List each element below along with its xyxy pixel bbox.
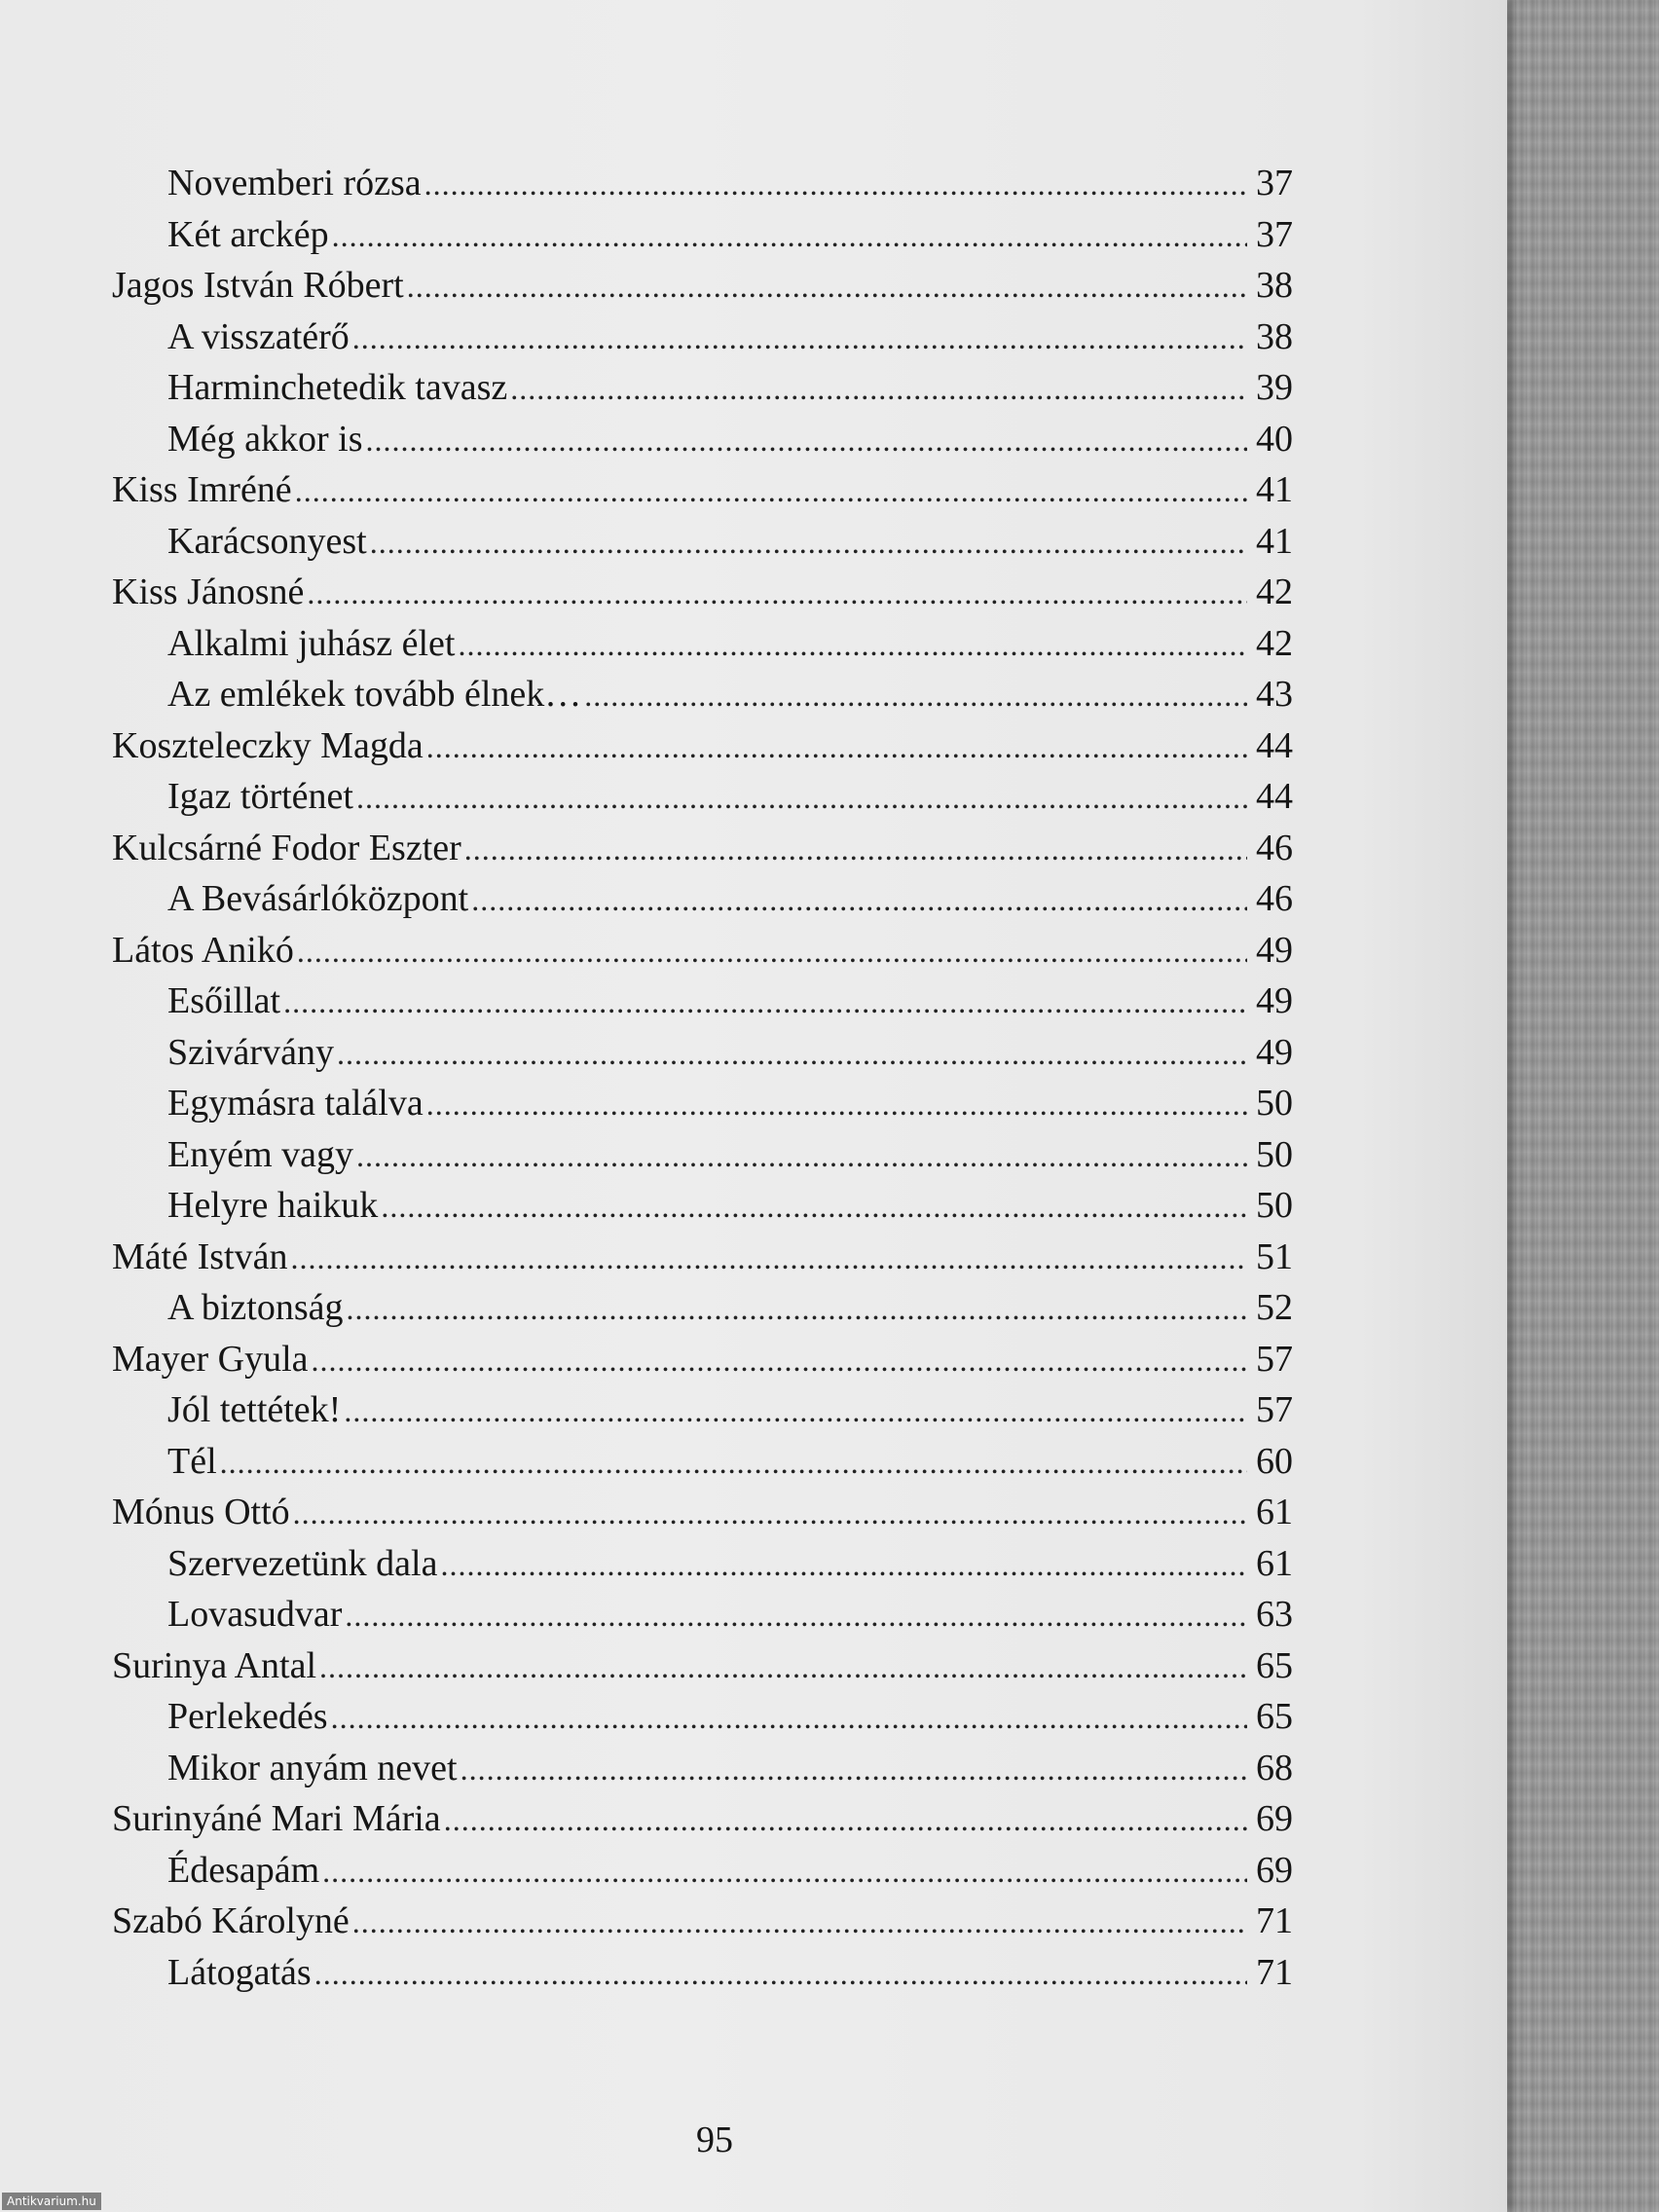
toc-entry: [112, 618, 1293, 670]
toc-entry-page: 57: [1256, 1338, 1293, 1380]
dot-leader: [345, 1590, 1247, 1641]
toc-entry-title: Surinya Antal: [112, 1644, 317, 1686]
toc-entry-title: Karácsonyest: [167, 520, 367, 562]
dot-leader: [322, 1846, 1247, 1898]
toc-entry-title: Jól tettétek!: [167, 1389, 342, 1430]
toc-entry: [112, 1282, 1293, 1334]
toc-entry-title: Perlekedés: [167, 1696, 328, 1737]
toc-entry-title: Az emlékek tovább élnek…: [167, 674, 582, 715]
dot-leader: [295, 465, 1247, 517]
dot-leader: [346, 1283, 1247, 1335]
toc-entry-title: Helyre haikuk: [167, 1185, 379, 1226]
toc-entry: [112, 516, 1293, 568]
toc-entry: [112, 1334, 1293, 1385]
watermark: Antikvarium.hu: [2, 2193, 101, 2210]
toc-entry-title: Mikor anyám nevet: [167, 1747, 458, 1788]
toc-entry-title: Kulcsárné Fodor Eszter: [112, 827, 461, 868]
toc-entry: [112, 1384, 1293, 1436]
toc-entry: [112, 1793, 1293, 1845]
toc-entry-page: 60: [1256, 1440, 1293, 1482]
toc-entry-page: 61: [1256, 1542, 1293, 1584]
toc-entry: [112, 1232, 1293, 1283]
toc-entry-title: Máté István: [112, 1235, 288, 1277]
dot-leader: [297, 926, 1247, 977]
toc-entry: [112, 873, 1293, 925]
dot-leader: [352, 1897, 1247, 1948]
dot-leader: [314, 1948, 1247, 2000]
toc-entry-page: 49: [1256, 929, 1293, 971]
toc-entry-page: 49: [1256, 1031, 1293, 1073]
dot-leader: [381, 1181, 1247, 1233]
toc-entry-title: A visszatérő: [167, 315, 350, 357]
dot-leader: [370, 517, 1247, 569]
toc-entry-page: 69: [1256, 1798, 1293, 1839]
dot-leader: [331, 1692, 1247, 1744]
toc-entry-page: 38: [1256, 265, 1293, 306]
dot-leader: [366, 415, 1247, 466]
toc-entry: [112, 1538, 1293, 1590]
toc-entry-page: 46: [1256, 878, 1293, 919]
toc-entry-page: 39: [1256, 367, 1293, 408]
toc-entry: [112, 260, 1293, 312]
dot-leader: [461, 1744, 1247, 1795]
toc-entry-title: Látos Anikó: [112, 929, 294, 971]
toc-entry: [112, 1487, 1293, 1538]
toc-entry: [112, 209, 1293, 261]
toc-entry: [112, 720, 1293, 772]
toc-entry-title: Esőillat: [167, 980, 281, 1021]
dot-leader: [332, 210, 1247, 262]
toc-entry: [112, 1589, 1293, 1641]
dot-leader: [458, 619, 1247, 671]
toc-entry: [112, 1129, 1293, 1181]
toc-entry-page: 44: [1256, 724, 1293, 766]
toc-entry-title: Novemberi rózsa: [167, 163, 422, 203]
toc-entry-page: 68: [1256, 1747, 1293, 1788]
dot-leader: [344, 1385, 1247, 1437]
dot-leader: [293, 1488, 1247, 1539]
table-surface: [1504, 0, 1659, 2212]
dot-leader: [283, 977, 1247, 1028]
dot-leader: [352, 313, 1247, 364]
toc-entry: [112, 1743, 1293, 1794]
dot-leader: [319, 1641, 1247, 1693]
toc-entry-page: 42: [1256, 571, 1293, 612]
dot-leader: [356, 772, 1247, 824]
toc-entry-title: Még akkor is: [167, 418, 363, 460]
toc-entry: [112, 1641, 1293, 1692]
dot-leader: [426, 1079, 1247, 1130]
toc-entry: [112, 1947, 1293, 1999]
toc-entry-page: 65: [1256, 1696, 1293, 1737]
toc-entry: [112, 669, 1293, 720]
toc-entry-page: 37: [1256, 213, 1293, 255]
toc-entry: [112, 1896, 1293, 1947]
toc-entry-title: Lovasudvar: [167, 1594, 343, 1635]
dot-leader: [407, 261, 1247, 313]
toc-entry: [112, 464, 1293, 516]
toc-entry-page: 50: [1256, 1083, 1293, 1124]
toc-entry-title: Édesapám: [167, 1849, 320, 1891]
toc-entry-page: 46: [1256, 827, 1293, 868]
dot-leader: [471, 874, 1247, 926]
toc-entry-title: Tél: [167, 1440, 217, 1482]
dot-leader: [290, 1233, 1247, 1284]
table-of-contents: [112, 158, 1293, 1998]
toc-entry-title: Surinyáné Mari Mária: [112, 1798, 441, 1839]
toc-entry-title: Koszteleczky Magda: [112, 724, 424, 766]
dot-leader: [356, 1130, 1247, 1182]
toc-entry-page: 71: [1256, 1900, 1293, 1941]
dot-leader: [444, 1794, 1247, 1846]
toc-entry-title: Szabó Károlyné: [112, 1900, 350, 1941]
toc-entry: [112, 312, 1293, 363]
toc-entry-page: 69: [1256, 1849, 1293, 1891]
toc-entry-title: Szivárvány: [167, 1031, 334, 1073]
toc-entry-page: 49: [1256, 980, 1293, 1021]
toc-entry-page: 65: [1256, 1644, 1293, 1686]
dot-leader: [307, 568, 1247, 619]
dot-leader: [464, 824, 1247, 875]
toc-entry: [112, 1027, 1293, 1079]
toc-entry-title: A biztonság: [167, 1287, 344, 1328]
dot-leader: [426, 721, 1247, 773]
toc-entry-title: Látogatás: [167, 1951, 312, 1993]
toc-entry-page: 51: [1256, 1235, 1293, 1277]
toc-entry-page: 50: [1256, 1185, 1293, 1226]
toc-entry-title: A Bevásárlóközpont: [167, 878, 469, 919]
toc-entry: [112, 1180, 1293, 1232]
toc-entry-page: 57: [1256, 1389, 1293, 1430]
toc-entry-title: Egymásra találva: [167, 1083, 424, 1124]
toc-entry-page: 41: [1256, 469, 1293, 510]
toc-entry-title: Enyém vagy: [167, 1133, 354, 1175]
toc-entry: [112, 362, 1293, 414]
toc-entry-page: 44: [1256, 776, 1293, 817]
dot-leader: [510, 363, 1247, 415]
toc-entry: [112, 823, 1293, 874]
toc-entry-title: Kiss Imréné: [112, 469, 292, 510]
toc-entry-page: 42: [1256, 622, 1293, 664]
toc-entry: [112, 976, 1293, 1027]
toc-entry-title: Mónus Ottó: [112, 1492, 290, 1532]
toc-entry-title: Alkalmi juhász élet: [167, 622, 456, 664]
toc-entry: [112, 1845, 1293, 1897]
dot-leader: [312, 1335, 1247, 1386]
toc-entry-title: Két arckép: [167, 213, 329, 255]
toc-entry-page: 43: [1256, 674, 1293, 715]
page-number: 95: [696, 2120, 733, 2160]
dot-leader: [220, 1437, 1247, 1489]
toc-entry-page: 50: [1256, 1133, 1293, 1175]
toc-entry-page: 52: [1256, 1287, 1293, 1328]
toc-entry: [112, 1691, 1293, 1743]
toc-entry-title: Kiss Jánosné: [112, 571, 305, 612]
dot-leader: [440, 1539, 1247, 1591]
toc-entry-title: Jagos István Róbert: [112, 265, 404, 306]
toc-entry-page: 71: [1256, 1951, 1293, 1993]
dot-leader: [424, 159, 1247, 210]
toc-entry: [112, 1436, 1293, 1488]
toc-entry: [112, 158, 1293, 209]
toc-entry-title: Mayer Gyula: [112, 1338, 309, 1380]
toc-entry-title: Harminchetedik tavasz: [167, 367, 508, 408]
dot-leader: [584, 670, 1247, 721]
toc-entry-page: 40: [1256, 418, 1293, 460]
toc-entry: [112, 414, 1293, 465]
toc-entry-page: 38: [1256, 315, 1293, 357]
toc-entry: [112, 567, 1293, 618]
dot-leader: [337, 1028, 1247, 1080]
toc-entry-page: 41: [1256, 520, 1293, 562]
toc-entry: [112, 771, 1293, 823]
toc-entry-page: 37: [1256, 163, 1293, 203]
toc-entry-page: 61: [1256, 1492, 1293, 1532]
toc-entry-title: Igaz történet: [167, 776, 353, 817]
toc-entry: [112, 925, 1293, 977]
toc-entry: [112, 1078, 1293, 1129]
toc-entry-title: Szervezetünk dala: [167, 1542, 438, 1584]
toc-entry-page: 63: [1256, 1594, 1293, 1635]
